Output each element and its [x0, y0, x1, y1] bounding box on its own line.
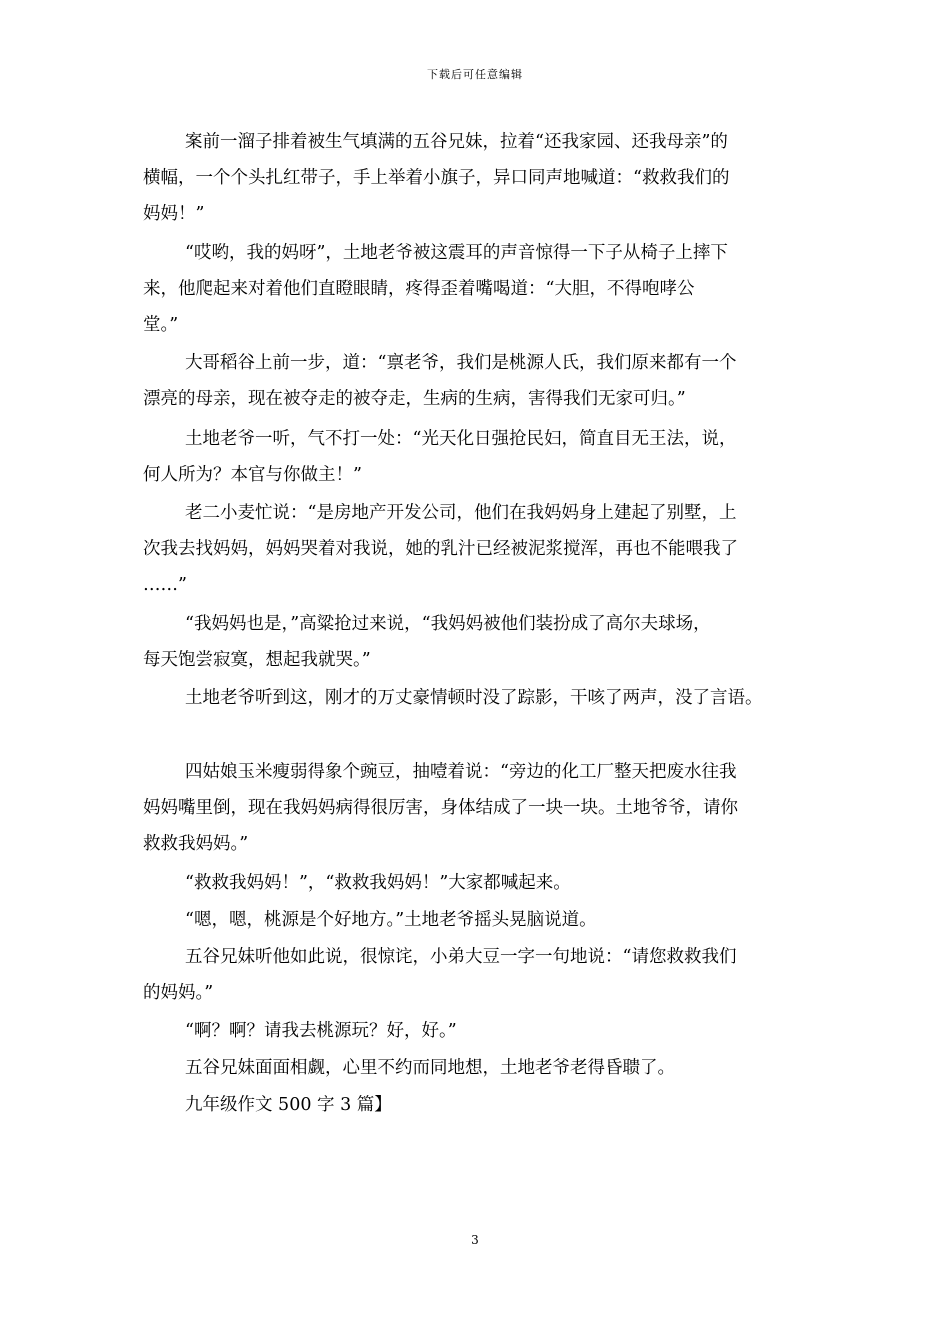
- text-line: 何人所为？本官与你做主！”: [143, 465, 362, 485]
- text-line: “嗯，嗯，桃源是个好地方。”土地老爷摇头晃脑说道。: [185, 910, 597, 930]
- text-line: ……”: [143, 575, 187, 595]
- text-line: 救救我妈妈。”: [143, 834, 249, 854]
- text-line: 土地老爷一听，气不打一处：“光天化日强抢民妇，简直目无王法，说，: [185, 429, 737, 449]
- text-line: 的妈妈。”: [143, 983, 214, 1003]
- page-number: 3: [471, 1233, 479, 1247]
- text-line: 老二小麦忙说：“是房地产开发公司，他们在我妈妈身上建起了别墅，上: [185, 503, 737, 523]
- text-line: 大哥稻谷上前一步，道：“禀老爷，我们是桃源人氏，我们原来都有一个: [185, 353, 737, 373]
- paragraph-4: [143, 421, 823, 493]
- text-line: 堂。”: [143, 315, 179, 335]
- text-line: 每天饱尝寂寞，想起我就哭。”: [143, 650, 371, 670]
- text-line: 次我去找妈妈，妈妈哭着对我说，她的乳汁已经被泥浆搅浑，再也不能喂我了: [143, 539, 738, 559]
- text-line: “哎哟，我的妈呀”，土地老爷被这震耳的声音惊得一下子从椅子上摔下: [185, 243, 728, 263]
- paragraph-5: [143, 495, 823, 603]
- paragraph-3: [143, 345, 823, 417]
- text-line: 九年级作文 500 字 3 篇】: [185, 1095, 392, 1115]
- paragraph-9: [143, 865, 823, 901]
- text-line: 横幅，一个个头扎红带子，手上举着小旗子，异口同声地喊道：“救救我们的: [143, 168, 730, 188]
- paragraph-6: [143, 606, 823, 678]
- text-line: 四姑娘玉米瘦弱得象个豌豆，抽噎着说：“旁边的化工厂整天把废水往我: [185, 762, 737, 782]
- text-line: 土地老爷听到这，刚才的万丈豪情顿时没了踪影，干咳了两声，没了言语。: [185, 688, 763, 708]
- paragraph-2: [143, 235, 823, 343]
- page-header: 下载后可任意编辑: [427, 68, 523, 81]
- text-line: 漂亮的母亲，现在被夺走的被夺走，生病的生病，害得我们无家可归。”: [143, 389, 686, 409]
- paragraph-7: [143, 680, 823, 716]
- paragraph-11: [143, 939, 823, 1011]
- text-line: “啊？啊？请我去桃源玩？好，好。”: [185, 1021, 457, 1041]
- paragraph-1: [143, 124, 823, 232]
- text-line: 妈妈！”: [143, 204, 205, 224]
- text-line: 妈妈嘴里倒，现在我妈妈病得很厉害，身体结成了一块一块。土地爷爷，请你: [143, 798, 738, 818]
- text-line: “我妈妈也是，”高粱抢过来说，“我妈妈被他们装扮成了高尔夫球场，: [185, 614, 711, 634]
- paragraph-14: [143, 1087, 823, 1123]
- text-line: 五谷兄妹听他如此说，很惊诧，小弟大豆一字一句地说：“请您救救我们: [185, 947, 737, 967]
- paragraph-13: [143, 1050, 823, 1086]
- text-line: 案前一溜子排着被生气填满的五谷兄妹，拉着“还我家园、还我母亲”的: [185, 132, 728, 152]
- paragraph-10: [143, 902, 823, 938]
- text-line: 来，他爬起来对着他们直瞪眼睛，疼得歪着嘴喝道：“大胆，不得咆哮公: [143, 279, 695, 299]
- text-line: 五谷兄妹面面相觑，心里不约而同地想，土地老爷老得昏聩了。: [185, 1058, 675, 1078]
- paragraph-12: [143, 1013, 823, 1049]
- text-line: “救救我妈妈！”，“救救我妈妈！”大家都喊起来。: [185, 873, 571, 893]
- paragraph-8: [143, 754, 823, 862]
